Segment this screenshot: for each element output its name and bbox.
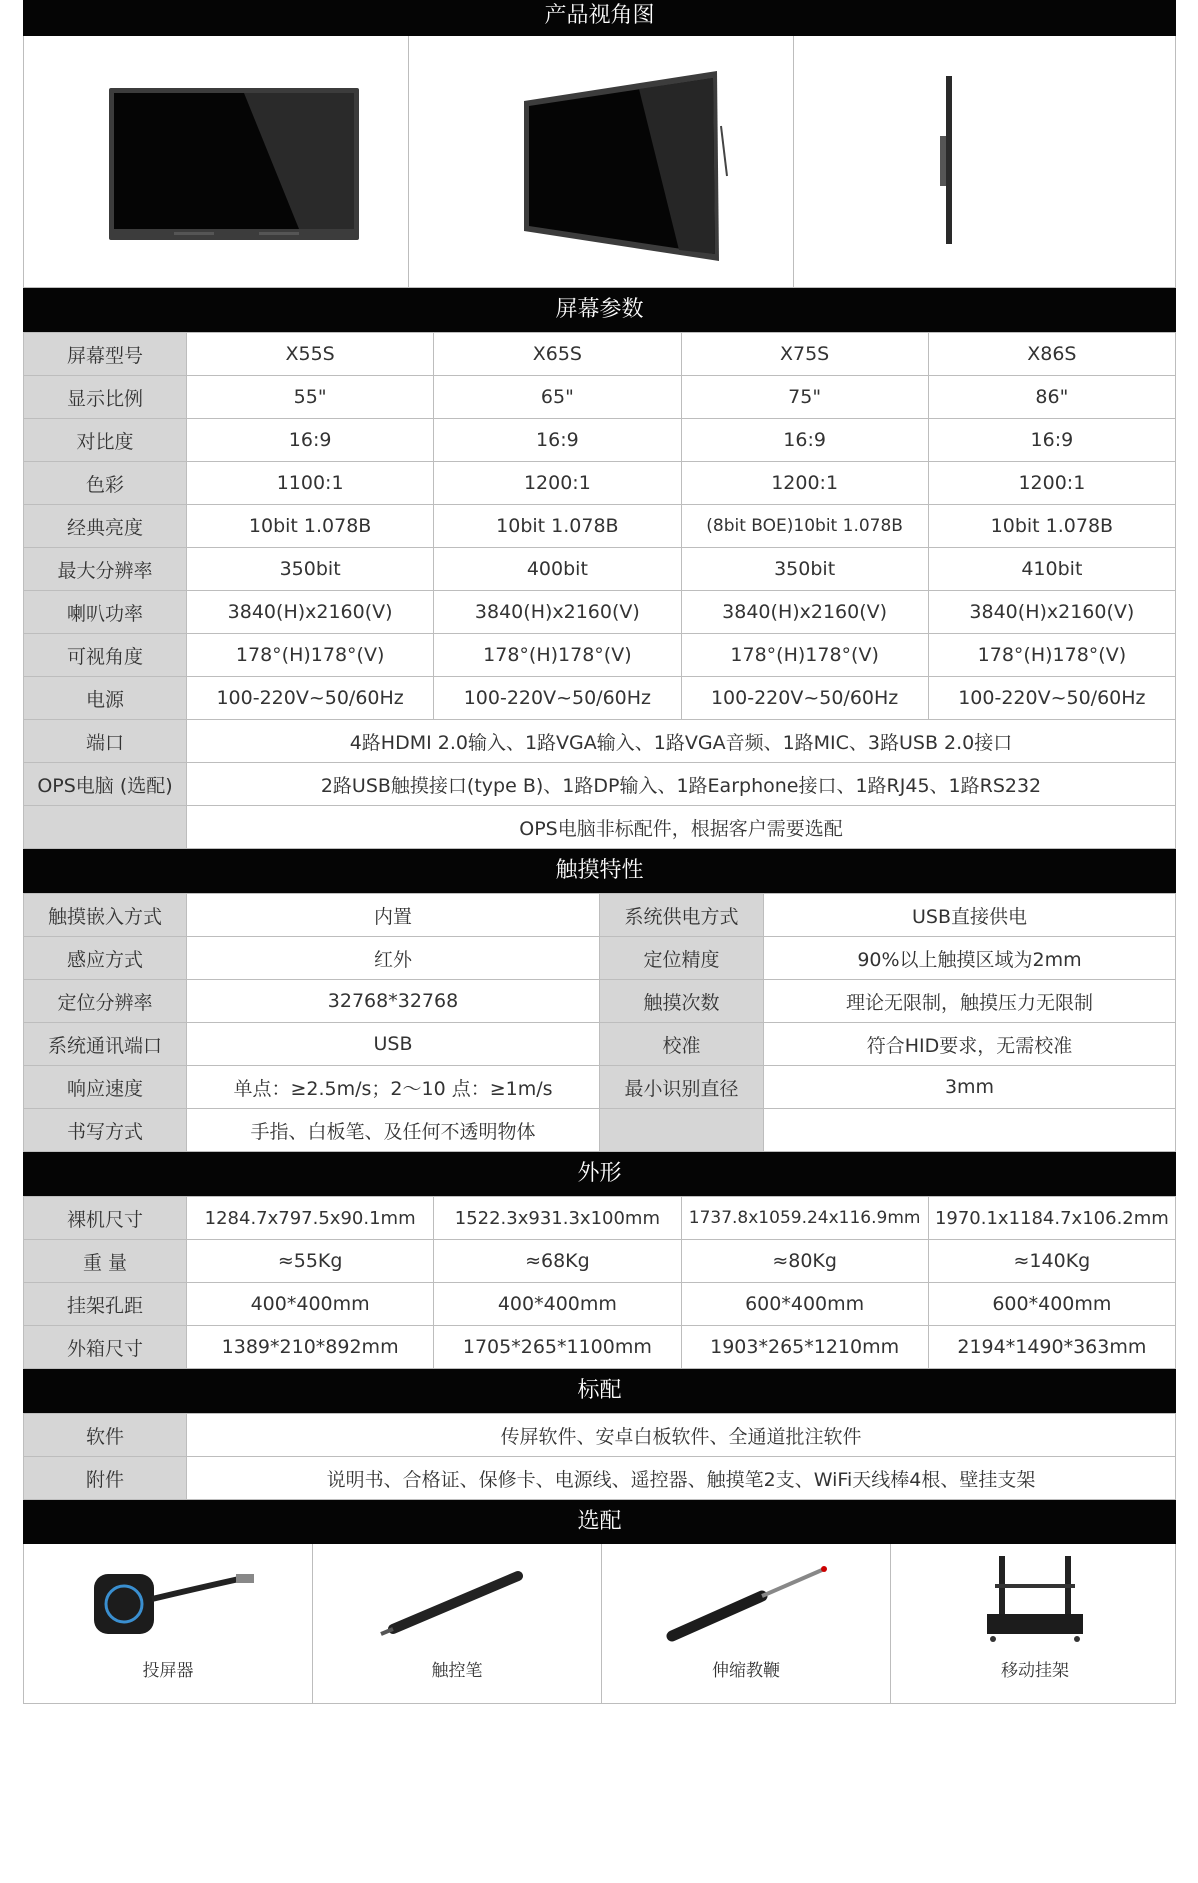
row-label: 书写方式 (24, 1109, 187, 1152)
row-label: 裸机尺寸 (24, 1197, 187, 1240)
value-cell: 3840(H)x2160(V) (434, 591, 681, 634)
value-cell: 410bit (928, 548, 1175, 591)
value-cell: 10bit 1.078B (928, 505, 1175, 548)
row-label: 显示比例 (24, 376, 187, 419)
table-row (24, 1240, 1176, 1283)
table-row (24, 1457, 1176, 1500)
row-label: 系统通讯端口 (24, 1023, 187, 1066)
value-cell: 100-220V~50/60Hz (928, 677, 1175, 720)
row-label (600, 1109, 764, 1152)
value-cell: 100-220V~50/60Hz (187, 677, 434, 720)
value-cell: 178°(H)178°(V) (681, 634, 928, 677)
value-cell: 178°(H)178°(V) (187, 634, 434, 677)
section-bar-views: 产品视角图 (23, 0, 1176, 36)
value-cell: 400*400mm (434, 1283, 681, 1326)
table-row (24, 894, 1176, 937)
row-label: 重 量 (24, 1240, 187, 1283)
value-cell: 90%以上触摸区域为2mm (764, 937, 1176, 980)
value-cell: 3840(H)x2160(V) (187, 591, 434, 634)
optional-item (602, 1544, 891, 1703)
row-label: 定位分辨率 (24, 980, 187, 1023)
value-cell: 10bit 1.078B (434, 505, 681, 548)
table-row (24, 333, 1176, 376)
row-label: 挂架孔距 (24, 1283, 187, 1326)
table-row (24, 1197, 1176, 1240)
screen-dongle-icon (24, 1544, 312, 1654)
row-label: 定位精度 (600, 937, 764, 980)
model-cell: X86S (928, 333, 1175, 376)
row-label: 对比度 (24, 419, 187, 462)
value-cell: 1522.3x931.3x100mm (434, 1197, 681, 1240)
screen-params-table (23, 332, 1176, 849)
value-cell: 理论无限制，触摸压力无限制 (764, 980, 1176, 1023)
table-row (24, 1283, 1176, 1326)
empty-label-cell (24, 806, 187, 849)
table-row (24, 376, 1176, 419)
value-cell: 100-220V~50/60Hz (434, 677, 681, 720)
row-label: 响应速度 (24, 1066, 187, 1109)
section-bar-screen: 屏幕参数 (23, 288, 1176, 332)
view-front (24, 36, 409, 287)
value-cell: 10bit 1.078B (187, 505, 434, 548)
row-label: 感应方式 (24, 937, 187, 980)
pointer-stick-icon (602, 1544, 890, 1654)
value-cell: 400bit (434, 548, 681, 591)
row-label: 喇叭功率 (24, 591, 187, 634)
value-cell: 16:9 (187, 419, 434, 462)
section-bar-optional: 选配 (23, 1500, 1176, 1544)
value-cell: 1903*265*1210mm (681, 1326, 928, 1369)
value-cell: 单点：≥2.5m/s；2～10 点：≥1m/s (187, 1066, 600, 1109)
value-cell: 1389*210*892mm (187, 1326, 434, 1369)
value-cell: ≈140Kg (928, 1240, 1175, 1283)
optional-item (313, 1544, 602, 1703)
shape-table (23, 1196, 1176, 1369)
ops-note: OPS电脑非标配件，根据客户需要选配 (187, 806, 1176, 849)
table-row (24, 1414, 1176, 1457)
value-cell: 600*400mm (681, 1283, 928, 1326)
value-cell: USB (187, 1023, 600, 1066)
value-cell: 178°(H)178°(V) (434, 634, 681, 677)
table-row (24, 419, 1176, 462)
model-cell: X75S (681, 333, 928, 376)
table-row (24, 1023, 1176, 1066)
value-cell: 1705*265*1100mm (434, 1326, 681, 1369)
row-label: 端口 (24, 720, 187, 763)
optional-item-label: 触控笔 (431, 1661, 483, 1681)
value-cell: 1200:1 (928, 462, 1175, 505)
port-line-2: 2路USB触摸接口(type B)、1路DP输入、1路Earphone接口、1路RJ45、1路RS232 (187, 763, 1176, 806)
table-row (24, 505, 1176, 548)
value-cell: 1200:1 (434, 462, 681, 505)
row-label: 经典亮度 (24, 505, 187, 548)
row-label: 系统供电方式 (600, 894, 764, 937)
value-cell: USB直接供电 (764, 894, 1176, 937)
value-cell: 1970.1x1184.7x106.2mm (928, 1197, 1175, 1240)
table-row (24, 1066, 1176, 1109)
row-label: OPS电脑 (选配) (24, 763, 187, 806)
optional-item-label: 移动挂架 (1001, 1661, 1069, 1681)
row-label: 最小识别直径 (600, 1066, 764, 1109)
value-cell: 55" (187, 376, 434, 419)
table-row (24, 634, 1176, 677)
row-label: 最大分辨率 (24, 548, 187, 591)
table-row (24, 1326, 1176, 1369)
table-row (24, 763, 1176, 806)
table-row (24, 591, 1176, 634)
value-cell: 符合HID要求，无需校准 (764, 1023, 1176, 1066)
view-side (794, 36, 1178, 287)
value-cell: 说明书、合格证、保修卡、电源线、遥控器、触摸笔2支、WiFi天线棒4根、壁挂支架 (187, 1457, 1176, 1500)
optional-item-label: 伸缩教鞭 (712, 1661, 780, 1681)
value-cell: 3mm (764, 1066, 1176, 1109)
table-row (24, 1109, 1176, 1152)
value-cell: 100-220V~50/60Hz (681, 677, 928, 720)
value-cell: 1284.7x797.5x90.1mm (187, 1197, 434, 1240)
value-cell: 86" (928, 376, 1175, 419)
value-cell: 红外 (187, 937, 600, 980)
port-line-1: 4路HDMI 2.0输入、1路VGA输入、1路VGA音频、1路MIC、3路USB 2.0接口 (187, 720, 1176, 763)
section-bar-standard: 标配 (23, 1369, 1176, 1413)
row-label: 触摸次数 (600, 980, 764, 1023)
table-row (24, 677, 1176, 720)
optional-item (24, 1544, 313, 1703)
value-cell (764, 1109, 1176, 1152)
value-cell: ≈68Kg (434, 1240, 681, 1283)
table-row (24, 980, 1176, 1023)
angle-view-image (409, 36, 793, 286)
touch-table (23, 893, 1176, 1152)
value-cell: 16:9 (681, 419, 928, 462)
optional-item-label: 投屏器 (142, 1661, 194, 1681)
value-cell: ≈55Kg (187, 1240, 434, 1283)
table-row (24, 806, 1176, 849)
table-row (24, 548, 1176, 591)
value-cell: 65" (434, 376, 681, 419)
value-cell: 400*400mm (187, 1283, 434, 1326)
row-label: 软件 (24, 1414, 187, 1457)
value-cell: 178°(H)178°(V) (928, 634, 1175, 677)
row-label: 电源 (24, 677, 187, 720)
section-bar-shape: 外形 (23, 1152, 1176, 1196)
stylus-icon (313, 1544, 601, 1654)
table-row (24, 462, 1176, 505)
value-cell: 16:9 (928, 419, 1175, 462)
value-cell: 600*400mm (928, 1283, 1175, 1326)
value-cell: 350bit (681, 548, 928, 591)
value-cell: 350bit (187, 548, 434, 591)
view-angle (409, 36, 794, 287)
value-cell: 16:9 (434, 419, 681, 462)
value-cell: 2194*1490*363mm (928, 1326, 1175, 1369)
value-cell: 传屏软件、安卓白板软件、全通道批注软件 (187, 1414, 1176, 1457)
model-cell: X65S (434, 333, 681, 376)
front-view-image (24, 36, 408, 286)
product-views (23, 36, 1176, 288)
row-label: 附件 (24, 1457, 187, 1500)
row-label: 外箱尺寸 (24, 1326, 187, 1369)
spec-sheet (23, 0, 1176, 1704)
value-cell: 32768*32768 (187, 980, 600, 1023)
value-cell: 1200:1 (681, 462, 928, 505)
standard-table (23, 1413, 1176, 1500)
value-cell: 手指、白板笔、及任何不透明物体 (187, 1109, 600, 1152)
mobile-stand-icon (891, 1544, 1179, 1654)
value-cell: 3840(H)x2160(V) (928, 591, 1175, 634)
value-cell: 3840(H)x2160(V) (681, 591, 928, 634)
row-label: 可视角度 (24, 634, 187, 677)
value-cell: 内置 (187, 894, 600, 937)
value-cell: 75" (681, 376, 928, 419)
model-cell: X55S (187, 333, 434, 376)
value-cell: ≈80Kg (681, 1240, 928, 1283)
section-bar-touch: 触摸特性 (23, 849, 1176, 893)
row-label: 触摸嵌入方式 (24, 894, 187, 937)
table-row (24, 720, 1176, 763)
optional-item (891, 1544, 1179, 1703)
value-cell: (8bit BOE)10bit 1.078B (681, 505, 928, 548)
optional-items (23, 1544, 1176, 1704)
table-row (24, 937, 1176, 980)
row-label: 屏幕型号 (24, 333, 187, 376)
value-cell: 1737.8x1059.24x116.9mm (681, 1197, 928, 1240)
side-view-image (794, 36, 1178, 286)
row-label: 色彩 (24, 462, 187, 505)
row-label: 校准 (600, 1023, 764, 1066)
value-cell: 1100:1 (187, 462, 434, 505)
